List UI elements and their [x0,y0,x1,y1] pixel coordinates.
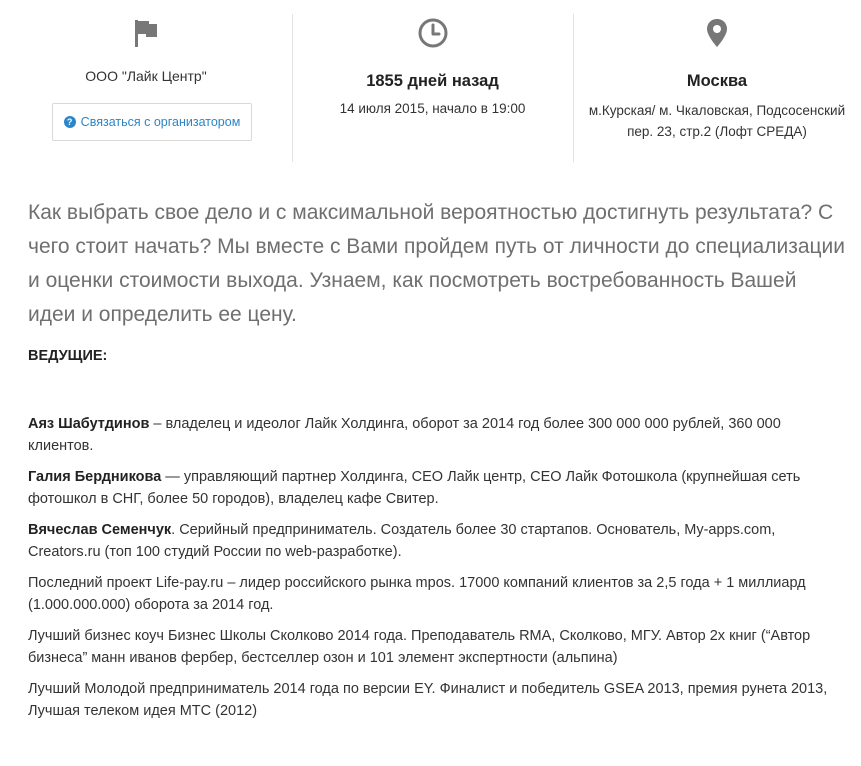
host-item [28,519,838,563]
host-item [28,413,838,457]
hosts-list [28,413,838,731]
days-ago: 1855 дней назад [366,72,499,90]
time-column [292,0,573,175]
hosts-title: ВЕДУЩИЕ: [28,348,108,364]
host-description: — управляющий партнер Холдинга, CEO Лайк центр, CEO Лайк Фотошкола (крупнейшая сеть фотошкол в СНГ, более 50 городов), владелец кафе Свитер. [28,469,801,507]
host-name: Аяз Шабутдинов [28,416,150,432]
event-description: Как выбрать свое дело и с максимальной вероятностью достигнуть результата? С чего стоит начать? Мы вместе с Вами пройдем путь от личности до специализации и оценки стоимости выхода. Узнаем, как посмотреть востребованность Вашей идеи и определить ее цену. [28,201,846,326]
contact-organizer-button[interactable] [52,103,252,141]
flag-icon [129,16,163,50]
organizer-column [0,0,292,175]
host-item [28,466,838,510]
city: Москва [686,72,748,90]
address: м.Курская/ м. Чкаловская, Подсосенский пер. 23, стр.2 (Лофт СРЕДА) [588,103,846,139]
contact-organizer-label: Связаться с организатором [80,115,241,129]
event-date: 14 июля 2015, начало в 19:00 [339,101,526,116]
paragraph: Последний проект Life-pay.ru – лидер российского рынка mpos. 17000 компаний клиентов за 2,5 года + 1 миллиард (1.000.000.000) оборота за 2014 год. [28,575,806,613]
event-info-row [0,0,861,175]
paragraph: Лучший Молодой предприниматель 2014 года по версии EY. Финалист и победитель GSEA 2013, премия рунета 2013, Лучшая телеком идея МТС (2012) [28,681,828,719]
host-name: Галия Бердникова [28,469,162,485]
map-pin-icon [700,16,734,50]
clock-icon [416,16,450,50]
location-column [573,0,861,175]
question-icon: ? [64,116,76,128]
host-description: – владелец и идеолог Лайк Холдинга, оборот за 2014 год более 300 000 000 рублей, 360 000 клиентов. [28,416,781,454]
host-name: Вячеслав Семенчук [28,522,172,538]
paragraph: Лучший бизнес коуч Бизнес Школы Сколково 2014 года. Преподаватель RMA, Сколково, МГУ. Автор 2х книг (“Автор бизнеса” манн иванов фербер, бестселлер озон и 101 элемент экспертности (альпина) [28,628,811,666]
organizer-name: ООО "Лайк Центр" [85,68,207,84]
host-description: . Серийный предприниматель. Создатель более 30 стартапов. Основатель, My-apps.com, Creators.ru (топ 100 студий России по web-разработке). [28,522,776,560]
